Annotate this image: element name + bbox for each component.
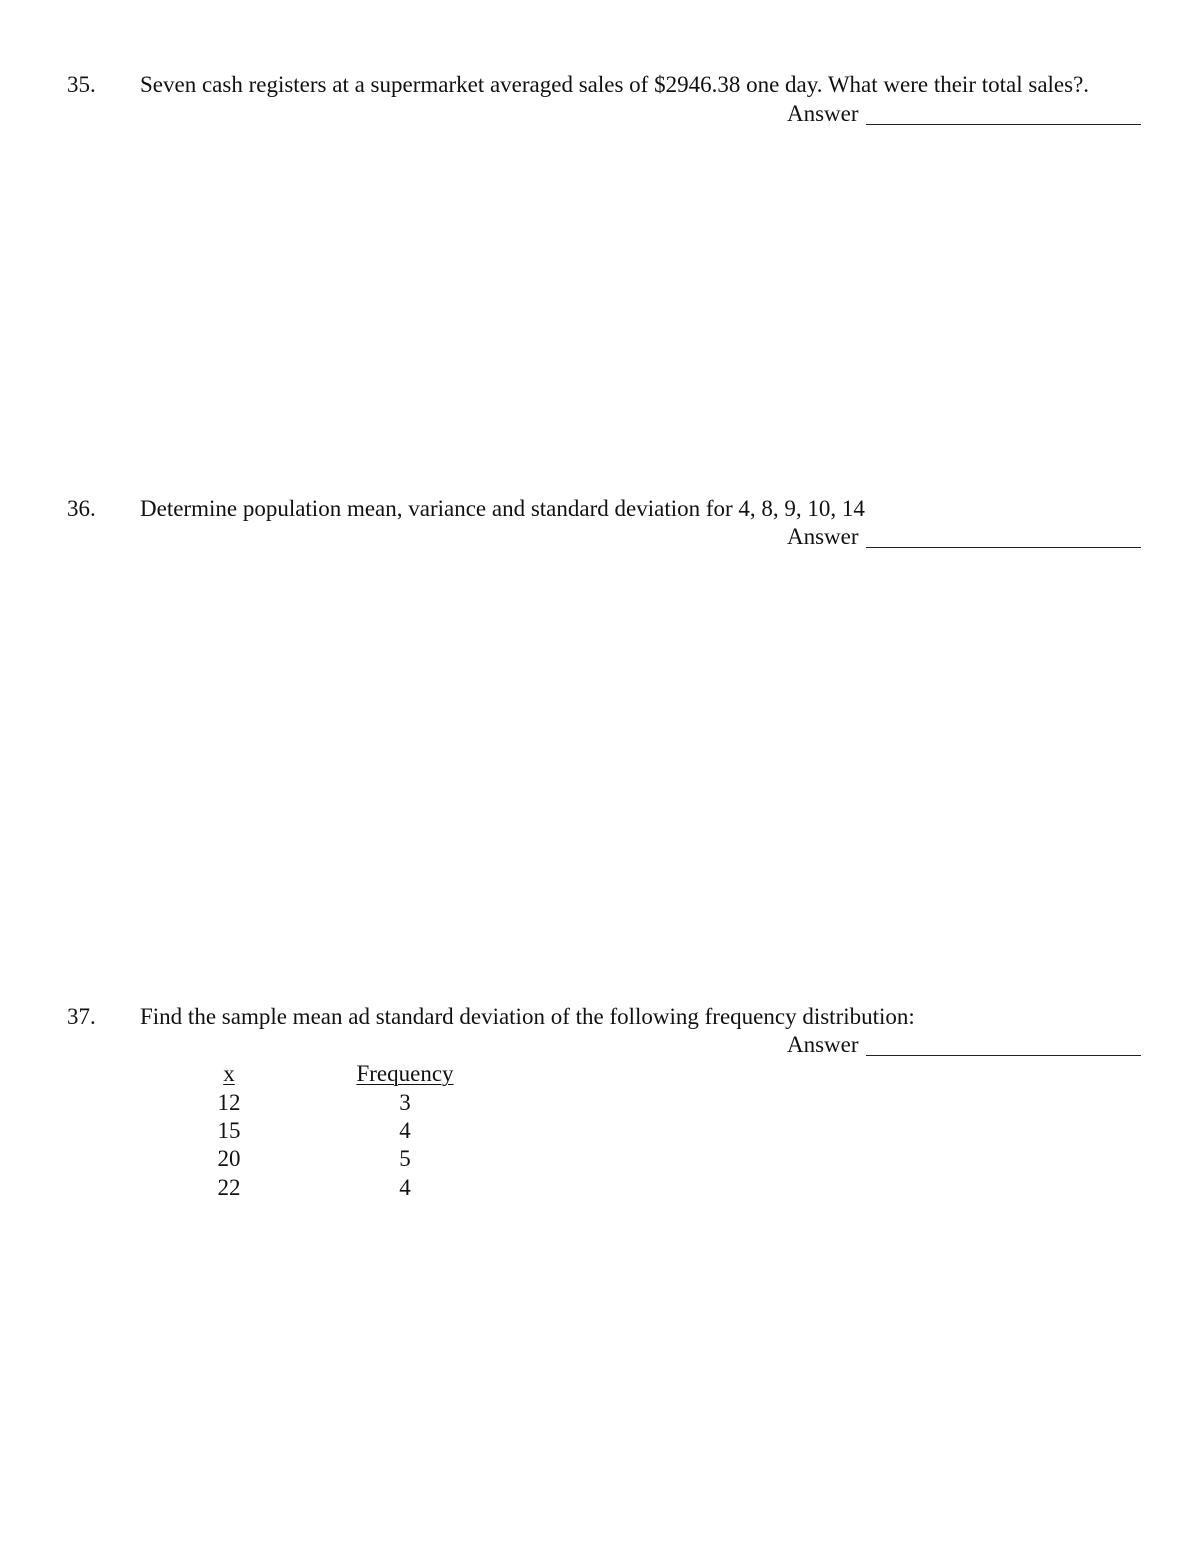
- table-cell-frequency: 3: [399, 1090, 411, 1115]
- question-35-answer-label: Answer: [787, 101, 859, 126]
- question-36-text: Determine population mean, variance and standard deviation for 4, 8, 9, 10, 14: [140, 496, 865, 521]
- table-cell-x: 22: [217, 1175, 241, 1200]
- table-cell-frequency: 4: [399, 1118, 411, 1143]
- question-36-number: 36.: [67, 496, 96, 521]
- table-cell-frequency: 5: [399, 1146, 411, 1171]
- table-cell-x: 20: [217, 1146, 241, 1171]
- question-35-answer-line[interactable]: [866, 124, 1141, 125]
- table-header-x: x: [223, 1061, 235, 1086]
- table-cell-frequency: 4: [399, 1175, 411, 1200]
- question-37-answer-label: Answer: [787, 1032, 859, 1057]
- table-cell-x: 15: [217, 1118, 241, 1143]
- question-36-answer-label: Answer: [787, 524, 859, 549]
- question-37-answer-line[interactable]: [866, 1055, 1141, 1056]
- question-35-text: Seven cash registers at a supermarket averaged sales of $2946.38 one day. What were their total sales?.: [140, 72, 1090, 97]
- question-35-number: 35.: [67, 72, 96, 97]
- table-header-frequency: Frequency: [356, 1061, 454, 1086]
- question-37-text: Find the sample mean ad standard deviation of the following frequency distribution:: [140, 1004, 915, 1029]
- table-cell-x: 12: [217, 1090, 241, 1115]
- question-36-answer-line[interactable]: [866, 547, 1141, 548]
- question-37-number: 37.: [67, 1004, 96, 1029]
